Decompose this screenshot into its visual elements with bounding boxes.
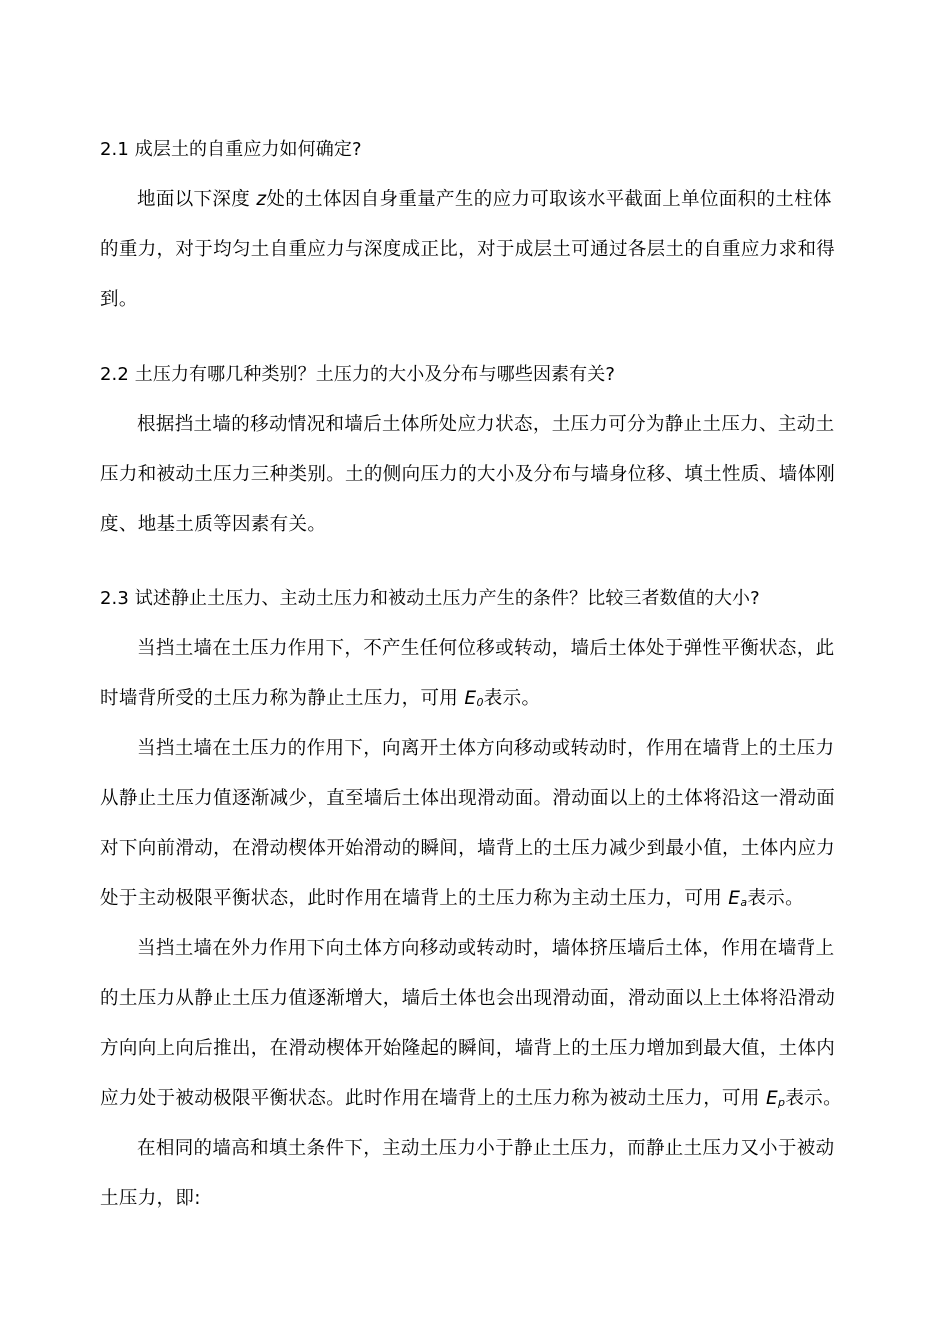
heading-2-2: 2.2 土压力有哪几种类别？土压力的大小及分布与哪些因素有关? <box>100 364 615 385</box>
heading-2-1: 2.1 成层土的自重应力如何确定? <box>100 139 362 160</box>
para-2-3-p2-line-3: 对下向前滑动，在滑动楔体开始滑动的瞬间，墙背上的土压力减少到最小值，土体内应力 <box>100 838 836 859</box>
para-2-1-line-2: 的重力，对于均匀土自重应力与深度成正比，对于成层土可通过各层土的自重应力求和得 <box>100 239 836 260</box>
para-2-3-p4-line-1: 在相同的墙高和填土条件下，主动土压力小于静止土压力，而静止土压力又小于被动 <box>137 1138 835 1159</box>
para-2-3-p1-line-1: 当挡土墙在土压力作用下，不产生任何位移或转动，墙后土体处于弹性平衡状态，此 <box>137 638 835 659</box>
variable-z: z <box>256 189 267 210</box>
symbol-ea: $E_a$ <box>728 888 748 909</box>
symbol-e0: $E_0$ <box>464 688 484 709</box>
para-2-3-p3-line-2: 的土压力从静止土压力值逐渐增大，墙后土体也会出现滑动面，滑动面以上土体将沿滑动 <box>100 988 836 1009</box>
para-2-3-p2-line-1: 当挡土墙在土压力的作用下，向离开土体方向移动或转动时，作用在墙背上的土压力 <box>137 738 835 759</box>
symbol-ep: $E_p$ <box>765 1088 786 1109</box>
para-2-2-line-3: 度、地基土质等因素有关。 <box>100 514 327 535</box>
para-2-3-p3-line-4: 应力处于被动极限平衡状态。此时作用在墙背上的土压力称为被动土压力，可用 $E_p$表示。 <box>100 1088 842 1109</box>
para-2-3-p2-line-2: 从静止土压力值逐渐减少，直至墙后土体出现滑动面。滑动面以上的土体将沿这一滑动面 <box>100 788 836 809</box>
para-2-1-line-1: 地面以下深度 z处的土体因自身重量产生的应力可取该水平截面上单位面积的土柱体 <box>137 189 832 210</box>
para-2-3-p2-line-4: 处于主动极限平衡状态，此时作用在墙背上的土压力称为主动土压力，可用 $E_a$表示。 <box>100 888 804 909</box>
para-2-3-p1-line-2: 时墙背所受的土压力称为静止土压力，可用 $E_0$表示。 <box>100 688 541 709</box>
para-2-2-line-1: 根据挡土墙的移动情况和墙后土体所处应力状态，土压力可分为静止土压力、主动土 <box>137 414 835 435</box>
para-2-3-p3-line-3: 方向向上向后推出，在滑动楔体开始隆起的瞬间，墙背上的土压力增加到最大值，土体内 <box>100 1038 836 1059</box>
para-2-3-p4-line-2: 土压力，即: <box>100 1188 201 1209</box>
para-2-2-line-2: 压力和被动土压力三种类别。土的侧向压力的大小及分布与墙身位移、填土性质、墙体刚 <box>100 464 836 485</box>
para-2-3-p3-line-1: 当挡土墙在外力作用下向土体方向移动或转动时，墙体挤压墙后土体，作用在墙背上 <box>137 938 835 959</box>
heading-2-3: 2.3 试述静止土压力、主动土压力和被动土压力产生的条件？比较三者数值的大小? <box>100 588 760 609</box>
para-2-1-line-3: 到。 <box>100 289 138 310</box>
